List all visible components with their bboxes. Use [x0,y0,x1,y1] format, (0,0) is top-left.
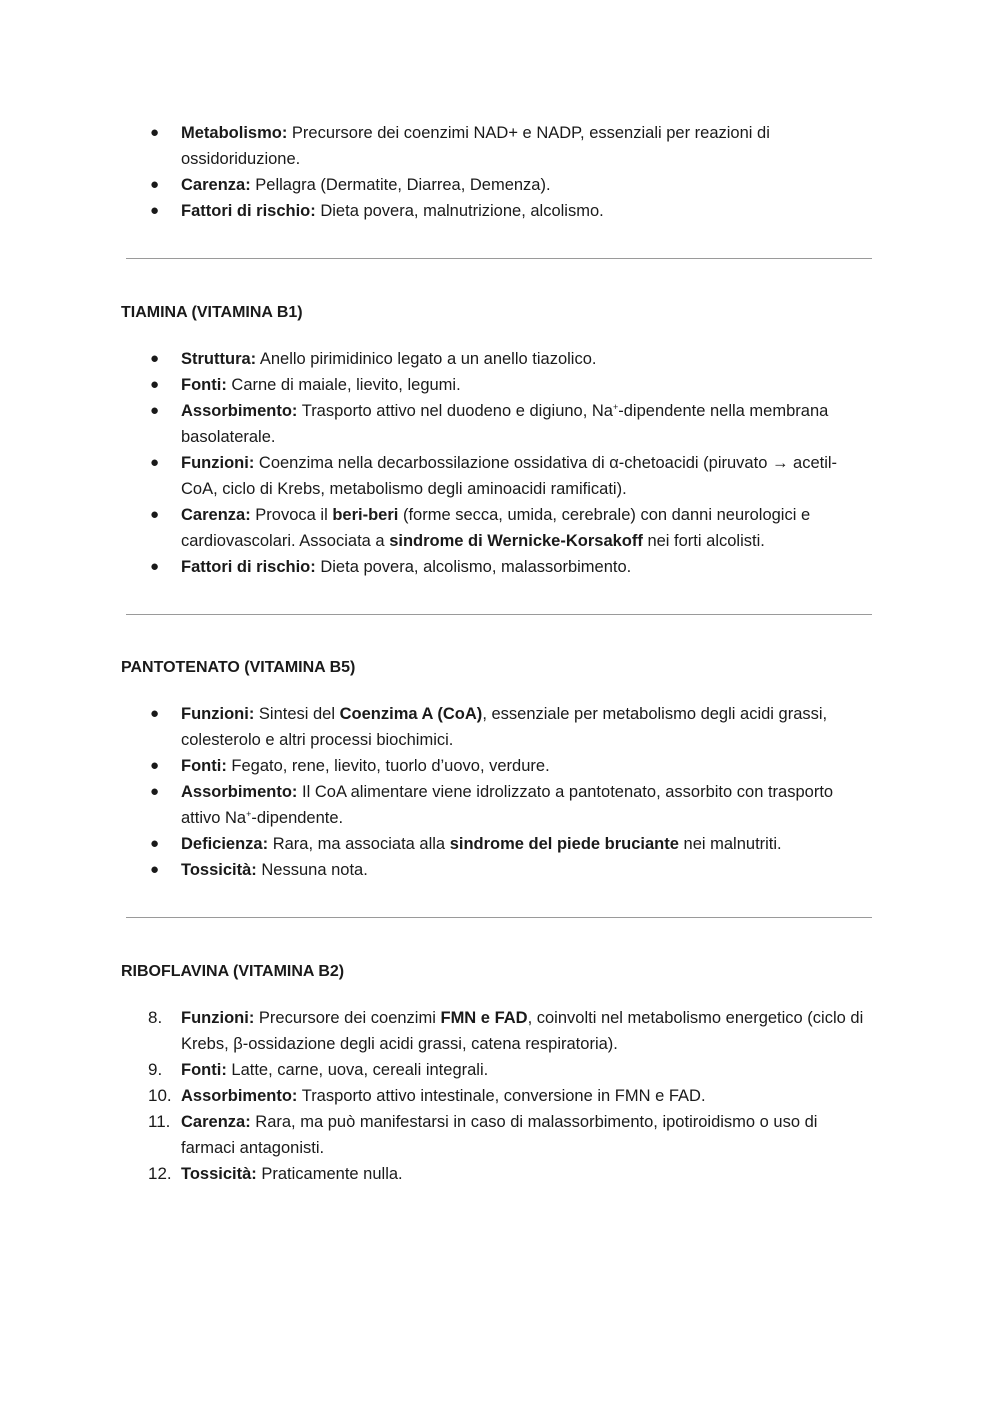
list-item: ● Funzioni: Sintesi del Coenzima A (CoA), essenziale per metabolismo degli acidi grassi, colesterolo e altri processi biochimici. [0,701,871,753]
section-divider [126,917,872,918]
list-item: 8. Funzioni: Precursore dei coenzimi FMN e FAD, coinvolti nel metabolismo energetico (ciclo di Krebs, β-ossidazione degli acidi grassi, catena respiratoria). [0,1005,871,1057]
list-item: 12. Tossicità: Praticamente nulla. [0,1161,871,1187]
bullet-icon: ● [150,783,160,800]
list-item: ● Tossicità: Nessuna nota. [0,857,871,883]
list-item: ● Metabolismo: Precursore dei coenzimi NAD+ e NADP, essenziali per reazioni di ossidoriduzione. [0,120,871,172]
section-title-tiamina: TIAMINA (VITAMINA B1) [121,304,303,321]
list-item: ● Fattori di rischio: Dieta povera, alcolismo, malassorbimento. [0,554,871,580]
pantotenato-list [0,701,1000,883]
bullet-icon: ● [150,861,160,878]
list-number: 11. [148,1112,171,1131]
section-divider [126,258,872,259]
bullet-icon: ● [150,705,160,722]
list-item: ● Fattori di rischio: Dieta povera, malnutrizione, alcolismo. [0,198,871,224]
section-title-pantotenato: PANTOTENATO (VITAMINA B5) [121,659,356,676]
riboflavina-list [0,1005,1000,1187]
list-item: ● Fonti: Fegato, rene, lievito, tuorlo d’uovo, verdure. [0,753,871,779]
list-item: 11. Carenza: Rara, ma può manifestarsi in caso di malassorbimento, ipotiroidismo o uso di farmaci antagonisti. [0,1109,871,1161]
list-item: ● Fonti: Carne di maiale, lievito, legumi. [0,372,871,398]
bullet-icon: ● [150,350,160,367]
list-item: ● Carenza: Pellagra (Dermatite, Diarrea, Demenza). [0,172,871,198]
niacina-list [0,120,1000,224]
bullet-icon: ● [150,506,160,523]
list-item: ● Carenza: Provoca il beri-beri (forme secca, umida, cerebrale) con danni neurologici e cardiovascolari. Associata a sindrome di Wernicke-Korsakoff nei forti alcolisti. [0,502,871,554]
list-number: 10. [148,1086,172,1105]
list-item: ● Deficienza: Rara, ma associata alla sindrome del piede bruciante nei malnutriti. [0,831,871,857]
list-item: ● Struttura: Anello pirimidinico legato a un anello tiazolico. [0,346,871,372]
section-divider [126,614,872,615]
bullet-icon: ● [150,402,160,419]
bullet-icon: ● [150,835,160,852]
bullet-icon: ● [150,757,160,774]
bullet-icon: ● [150,176,160,193]
list-number: 9. [148,1060,163,1079]
list-item: 9. Fonti: Latte, carne, uova, cereali integrali. [0,1057,871,1083]
list-item: ● Assorbimento: Il CoA alimentare viene idrolizzato a pantotenato, assorbito con trasporto attivo Na+-dipendente. [0,779,871,831]
tiamina-list [0,346,1000,580]
list-number: 12. [148,1164,172,1183]
bullet-icon: ● [150,202,160,219]
bullet-icon: ● [150,376,160,393]
list-item: ● Assorbimento: Trasporto attivo nel duodeno e digiuno, Na+-dipendente nella membrana basolaterale. [0,398,871,450]
bullet-icon: ● [150,454,160,471]
list-number: 8. [148,1008,163,1027]
list-item: 10. Assorbimento: Trasporto attivo intestinale, conversione in FMN e FAD. [0,1083,871,1109]
section-title-riboflavina: RIBOFLAVINA (VITAMINA B2) [121,963,345,980]
bullet-icon: ● [150,124,160,141]
list-item: ● Funzioni: Coenzima nella decarbossilazione ossidativa di α-chetoacidi (piruvato → acetil-CoA, ciclo di Krebs, metabolismo degli aminoacidi ramificati). [0,450,871,502]
bullet-icon: ● [150,558,160,575]
